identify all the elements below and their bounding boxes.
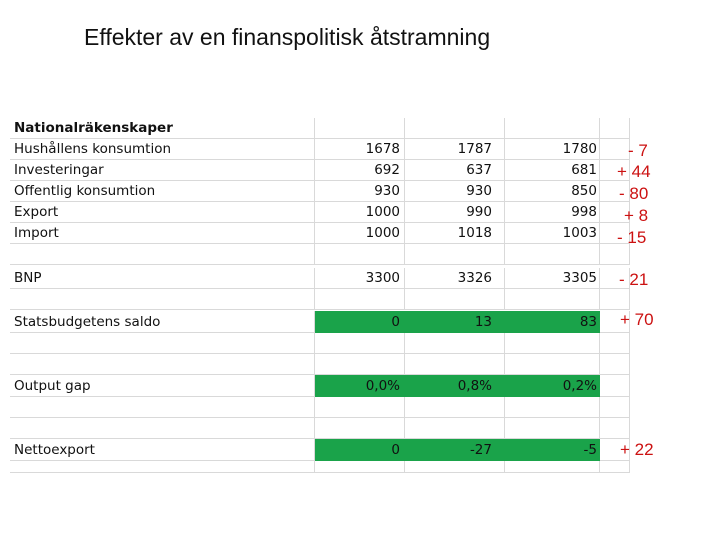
row-value-3: 681 bbox=[505, 160, 600, 181]
row-value-3: -5 bbox=[505, 439, 600, 461]
row-label: Investeringar bbox=[10, 160, 315, 181]
row-value-3: 998 bbox=[505, 202, 600, 223]
row-value-1: 0 bbox=[315, 311, 405, 333]
row-label: Hushållens konsumtion bbox=[10, 139, 315, 160]
table-row bbox=[10, 160, 630, 181]
row-label: Offentlig konsumtion bbox=[10, 181, 315, 202]
table-row bbox=[10, 202, 630, 223]
table-row bbox=[10, 223, 630, 244]
row-value-2: 930 bbox=[405, 181, 505, 202]
empty-row bbox=[10, 418, 630, 439]
row-value-1: 692 bbox=[315, 160, 405, 181]
row-value-1: 0 bbox=[315, 439, 405, 461]
row-value-1: 1000 bbox=[315, 223, 405, 244]
row-value-1: 1000 bbox=[315, 202, 405, 223]
table-row bbox=[10, 311, 630, 333]
table-row bbox=[10, 439, 630, 461]
row-label: Output gap bbox=[10, 375, 315, 397]
table-row bbox=[10, 181, 630, 202]
change-import: - 15 bbox=[617, 228, 647, 247]
row-value-2: 990 bbox=[405, 202, 505, 223]
row-value-3: 1003 bbox=[505, 223, 600, 244]
change-nettoexport: + 22 bbox=[620, 440, 654, 459]
table-row bbox=[10, 375, 630, 397]
row-value-1: 3300 bbox=[315, 268, 405, 289]
row-value-3: 83 bbox=[505, 311, 600, 333]
row-value-2: 1018 bbox=[405, 223, 505, 244]
row-value-2: 1787 bbox=[405, 139, 505, 160]
slide-title: Effekter av en finanspolitisk åtstramning bbox=[84, 24, 491, 50]
row-label: Export bbox=[10, 202, 315, 223]
row-value-3: 1780 bbox=[505, 139, 600, 160]
row-value-3: 0,2% bbox=[505, 375, 600, 397]
row-value-2: 13 bbox=[405, 311, 505, 333]
row-value-1: 0,0% bbox=[315, 375, 405, 397]
change-investeringar: + 44 bbox=[617, 162, 651, 181]
change-statsbudgetens-saldo: + 70 bbox=[620, 310, 654, 329]
table-row bbox=[10, 139, 630, 160]
table-header-row bbox=[10, 118, 630, 139]
row-value-2: 3326 bbox=[405, 268, 505, 289]
change-export: + 8 bbox=[624, 206, 649, 225]
change-bnp: - 21 bbox=[619, 270, 649, 289]
row-value-3: 850 bbox=[505, 181, 600, 202]
row-value-1: 930 bbox=[315, 181, 405, 202]
empty-row bbox=[10, 461, 630, 473]
empty-row bbox=[10, 397, 630, 418]
row-label: Import bbox=[10, 223, 315, 244]
row-value-2: -27 bbox=[405, 439, 505, 461]
row-value-2: 637 bbox=[405, 160, 505, 181]
empty-row bbox=[10, 289, 630, 310]
row-value-2: 0,8% bbox=[405, 375, 505, 397]
empty-row bbox=[10, 354, 630, 375]
change-offentlig-konsumtion: - 80 bbox=[619, 184, 649, 203]
table-header: Nationalräkenskaper bbox=[10, 118, 315, 139]
empty-row bbox=[10, 244, 630, 265]
row-value-3: 3305 bbox=[505, 268, 600, 289]
row-label: Statsbudgetens saldo bbox=[10, 311, 315, 333]
empty-row bbox=[10, 333, 630, 354]
row-label: BNP bbox=[10, 268, 315, 289]
row-label: Nettoexport bbox=[10, 439, 315, 461]
table-row bbox=[10, 268, 630, 289]
change-hushallens-konsumtion: - 7 bbox=[628, 141, 648, 160]
row-value-1: 1678 bbox=[315, 139, 405, 160]
